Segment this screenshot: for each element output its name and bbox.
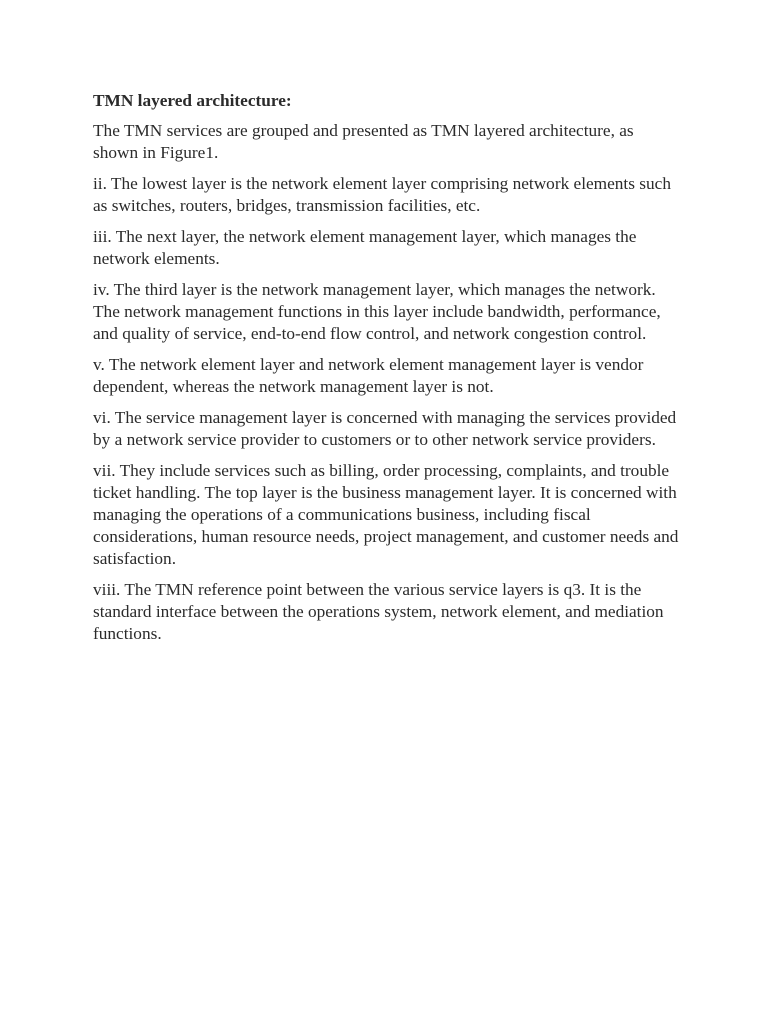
section-heading: TMN layered architecture: (93, 91, 292, 110)
document-body (93, 90, 683, 654)
paragraph-ii: ii. The lowest layer is the network element layer comprising network elements such as switches, routers, bridges, transmission facilities, etc. (93, 174, 671, 215)
paragraph-iii: iii. The next layer, the network element management layer, which manages the network elements. (93, 227, 637, 268)
paragraph-vi: vi. The service management layer is concerned with managing the services provided by a network service provider to customers or to other network service providers. (93, 408, 677, 449)
paragraph-v: v. The network element layer and network element management layer is vendor dependent, whereas the network management layer is not. (93, 355, 644, 396)
paragraph-vii: vii. They include services such as billing, order processing, complaints, and trouble ticket handling. The top layer is the business management layer. It is concerned with managing the operations of a communications business, including fiscal considerations, human resource needs, project management, and customer needs and satisfaction. (93, 461, 679, 568)
paragraph-iv: iv. The third layer is the network management layer, which manages the network. The network management functions in this layer include bandwidth, performance, and quality of service, end-to-end flow control, and network congestion control. (93, 280, 661, 343)
paragraph-viii: viii. The TMN reference point between the various service layers is q3. It is the standard interface between the operations system, network element, and mediation functions. (93, 580, 664, 643)
paragraph-intro: The TMN services are grouped and presented as TMN layered architecture, as shown in Figure1. (93, 121, 634, 162)
